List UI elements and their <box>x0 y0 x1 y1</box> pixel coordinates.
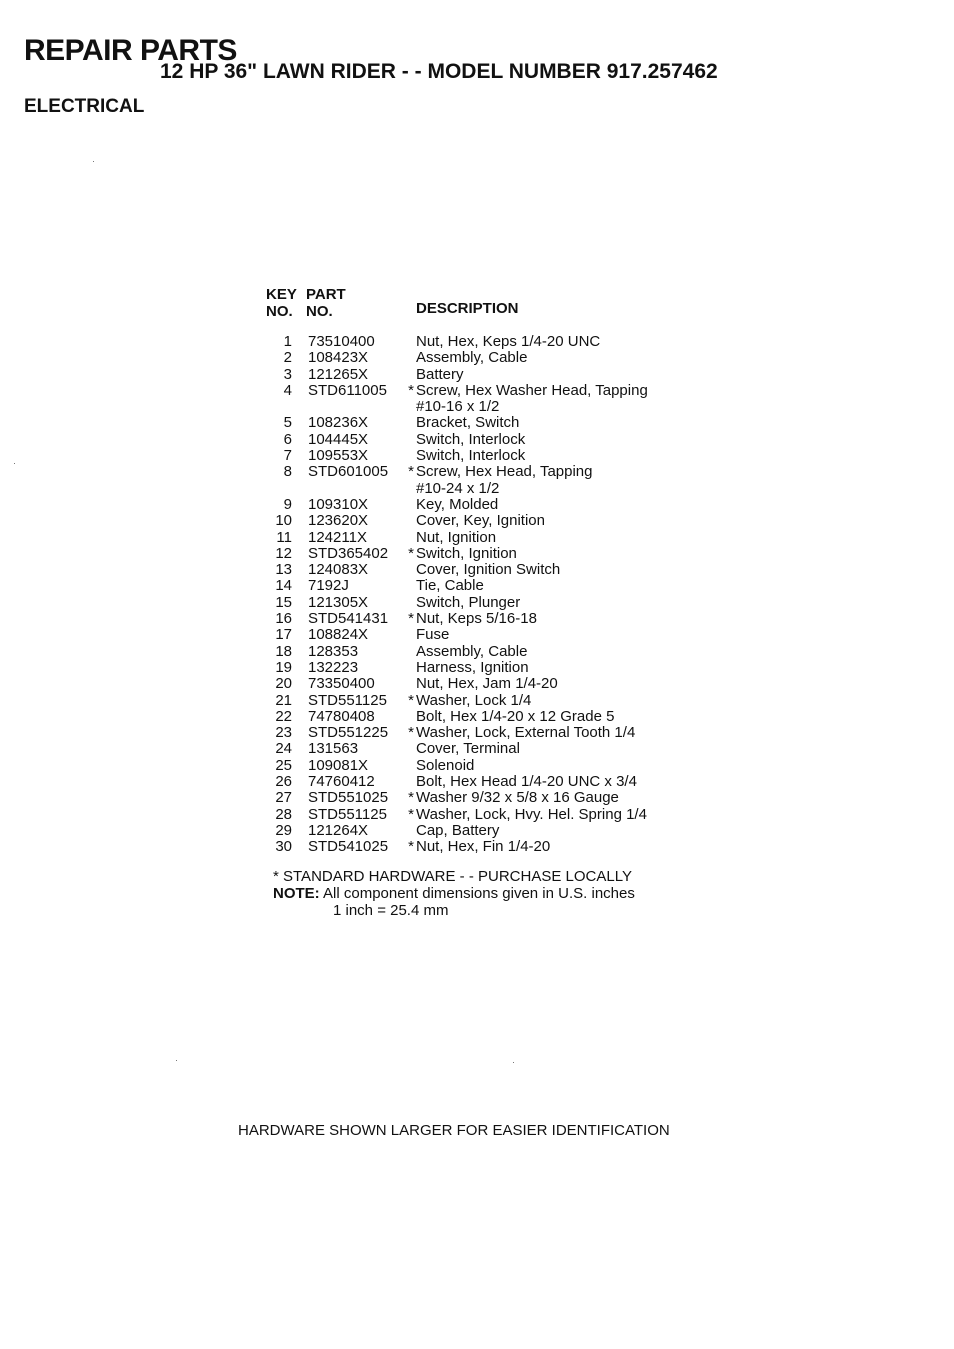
part-number: STD551125 <box>308 805 387 823</box>
part-number: 124211X <box>308 528 367 546</box>
part-description: Washer 9/32 x 5/8 x 16 Gauge <box>416 789 619 807</box>
part-key-number: 3 <box>283 365 292 383</box>
scan-speck <box>93 161 94 162</box>
part-description: Bolt, Hex Head 1/4-20 UNC x 3/4 <box>416 773 637 791</box>
part-number: 123620X <box>308 512 369 530</box>
part-key-number: 26 <box>275 773 292 791</box>
standard-hardware-marker <box>402 350 416 366</box>
scan-speck <box>176 1060 177 1061</box>
part-description-continued: #10-24 x 1/2 <box>416 479 500 497</box>
part-description: Screw, Hex Head, Tapping <box>416 463 593 481</box>
table-row <box>266 562 696 578</box>
part-description: Switch, Plunger <box>416 593 521 611</box>
header-part-no-line2: NO. <box>306 303 333 320</box>
table-row <box>266 464 696 480</box>
table-row <box>266 790 696 806</box>
standard-hardware-marker <box>402 660 416 676</box>
standard-hardware-marker <box>402 415 416 431</box>
table-row <box>266 513 696 529</box>
table-row <box>266 693 696 709</box>
part-description: Switch, Interlock <box>416 430 526 448</box>
footer-caption: HARDWARE SHOWN LARGER FOR EASIER IDENTIFICATION <box>238 1122 670 1139</box>
part-description: Key, Molded <box>416 495 499 513</box>
part-key-number: 8 <box>283 463 292 481</box>
header-key-no-line1: KEY <box>266 286 297 303</box>
dimensions-note <box>273 885 635 902</box>
standard-hardware-marker <box>402 676 416 692</box>
standard-hardware-marker: * <box>408 381 414 399</box>
part-number: 108236X <box>308 414 369 432</box>
part-number: 73350400 <box>308 675 375 693</box>
part-number: 108824X <box>308 626 369 644</box>
page-title: REPAIR PARTS <box>24 34 237 67</box>
header-part-no-line1: PART <box>306 286 346 303</box>
part-number: STD601005 <box>308 463 389 481</box>
standard-hardware-marker <box>402 334 416 350</box>
table-row <box>266 774 696 790</box>
part-number: STD551125 <box>308 691 387 709</box>
part-description: Fuse <box>416 626 450 644</box>
standard-hardware-marker <box>402 578 416 594</box>
table-row <box>266 627 696 643</box>
part-description: Nut, Hex, Keps 1/4-20 UNC <box>416 333 601 350</box>
part-number: 73510400 <box>308 333 375 350</box>
part-number: 108423X <box>308 349 369 367</box>
header-key-no-line2: NO. <box>266 303 293 320</box>
standard-hardware-marker <box>402 448 416 464</box>
part-key-number: 25 <box>275 756 292 774</box>
parts-list-header <box>266 286 696 322</box>
part-number: 74760412 <box>308 773 375 791</box>
table-row <box>266 350 696 366</box>
part-key-number: 28 <box>275 805 292 823</box>
part-number: 109081X <box>308 756 369 774</box>
part-key-number: 16 <box>275 610 292 628</box>
table-row <box>266 676 696 692</box>
part-description: Washer, Lock, External Tooth 1/4 <box>416 724 636 742</box>
part-number: STD551025 <box>308 789 389 807</box>
table-row <box>266 383 696 399</box>
standard-hardware-marker <box>402 513 416 529</box>
part-description: Screw, Hex Washer Head, Tapping <box>416 381 648 399</box>
part-key-number: 18 <box>275 642 292 660</box>
standard-hardware-marker: * <box>408 838 414 856</box>
part-description: Cover, Terminal <box>416 740 520 758</box>
part-number: STD541025 <box>308 838 389 856</box>
part-key-number: 10 <box>275 512 292 530</box>
table-row <box>266 644 696 660</box>
table-row <box>266 758 696 774</box>
part-number: 109310X <box>308 495 369 513</box>
part-description: Solenoid <box>416 756 475 774</box>
table-row <box>266 741 696 757</box>
standard-hardware-marker <box>402 432 416 448</box>
part-description: Switch, Interlock <box>416 447 526 465</box>
table-row-continuation <box>266 481 696 497</box>
part-number: STD365402 <box>308 544 389 562</box>
standard-hardware-marker <box>402 627 416 643</box>
part-key-number: 4 <box>283 381 292 399</box>
notes-block <box>273 868 635 919</box>
part-key-number: 14 <box>275 577 292 595</box>
part-number: 124083X <box>308 561 369 579</box>
table-row <box>266 611 696 627</box>
scan-speck <box>14 463 15 464</box>
part-description: Washer, Lock 1/4 <box>416 691 532 709</box>
standard-hardware-note: * STANDARD HARDWARE - - PURCHASE LOCALLY <box>273 868 632 885</box>
part-description: Switch, Ignition <box>416 544 517 562</box>
table-row <box>266 660 696 676</box>
parts-list <box>266 286 696 856</box>
part-number: 74780408 <box>308 707 375 725</box>
standard-hardware-marker <box>402 530 416 546</box>
part-number: 121264X <box>308 821 369 839</box>
table-row <box>266 546 696 562</box>
standard-hardware-marker <box>402 367 416 383</box>
table-row <box>266 807 696 823</box>
part-number: 121305X <box>308 593 369 611</box>
part-description: Nut, Hex, Fin 1/4-20 <box>416 838 551 856</box>
scan-speck <box>513 1062 514 1063</box>
standard-hardware-marker <box>402 774 416 790</box>
part-number: 121265X <box>308 365 369 383</box>
standard-hardware-marker: * <box>408 789 414 807</box>
part-key-number: 15 <box>275 593 292 611</box>
part-description: Cover, Ignition Switch <box>416 561 561 579</box>
part-key-number: 20 <box>275 675 292 693</box>
standard-hardware-marker: * <box>408 610 414 628</box>
part-key-number: 17 <box>275 626 292 644</box>
part-description: Harness, Ignition <box>416 658 529 676</box>
part-key-number: 23 <box>275 724 292 742</box>
standard-hardware-marker <box>402 823 416 839</box>
parts-list-rows <box>266 334 696 856</box>
conversion-note: 1 inch = 25.4 mm <box>333 902 449 919</box>
part-key-number: 27 <box>275 789 292 807</box>
standard-hardware-marker <box>402 562 416 578</box>
part-key-number: 1 <box>283 333 292 350</box>
part-description: Assembly, Cable <box>416 642 528 660</box>
page-subtitle: 12 HP 36" LAWN RIDER - - MODEL NUMBER 917.257462 <box>160 60 718 83</box>
part-key-number: 5 <box>283 414 292 432</box>
table-row-continuation <box>266 399 696 415</box>
part-key-number: 29 <box>275 821 292 839</box>
part-number: 131563 <box>308 740 359 758</box>
part-key-number: 19 <box>275 658 292 676</box>
part-number: 128353 <box>308 642 359 660</box>
standard-hardware-marker: * <box>408 463 414 481</box>
standard-hardware-marker <box>402 644 416 660</box>
part-description: Cover, Key, Ignition <box>416 512 545 530</box>
part-key-number: 6 <box>283 430 292 448</box>
note-label: NOTE: <box>273 885 320 902</box>
table-row <box>266 448 696 464</box>
part-description: Assembly, Cable <box>416 349 528 367</box>
part-key-number: 13 <box>275 561 292 579</box>
table-row <box>266 334 696 350</box>
part-number: STD551225 <box>308 724 389 742</box>
table-row <box>266 497 696 513</box>
part-description: Bracket, Switch <box>416 414 520 432</box>
standard-hardware-marker <box>402 741 416 757</box>
part-description: Cap, Battery <box>416 821 500 839</box>
part-number: 104445X <box>308 430 369 448</box>
part-description: Tie, Cable <box>416 577 484 595</box>
standard-hardware-marker: * <box>408 544 414 562</box>
note-text: All component dimensions given in U.S. inches <box>323 885 635 902</box>
table-row <box>266 432 696 448</box>
table-row <box>266 725 696 741</box>
part-number: STD541431 <box>308 610 389 628</box>
part-key-number: 11 <box>276 528 292 546</box>
part-number: 109553X <box>308 447 369 465</box>
part-key-number: 21 <box>275 691 292 709</box>
table-row <box>266 839 696 855</box>
part-description: Nut, Ignition <box>416 528 497 546</box>
part-key-number: 24 <box>275 740 292 758</box>
part-description: Nut, Hex, Jam 1/4-20 <box>416 675 558 693</box>
table-row <box>266 578 696 594</box>
standard-hardware-marker <box>402 758 416 774</box>
part-description: Nut, Keps 5/16-18 <box>416 610 537 628</box>
standard-hardware-marker <box>402 709 416 725</box>
table-row <box>266 530 696 546</box>
part-description-continued: #10-16 x 1/2 <box>416 398 500 416</box>
part-number: 132223 <box>308 658 359 676</box>
part-key-number: 9 <box>283 495 292 513</box>
part-key-number: 2 <box>283 349 292 367</box>
table-row <box>266 823 696 839</box>
standard-hardware-marker: * <box>408 691 414 709</box>
part-key-number: 7 <box>283 447 292 465</box>
part-description: Bolt, Hex 1/4-20 x 12 Grade 5 <box>416 707 615 725</box>
section-heading: ELECTRICAL <box>24 96 145 117</box>
part-number: STD611005 <box>308 381 387 399</box>
part-key-number: 30 <box>275 838 292 856</box>
standard-hardware-marker: * <box>408 805 414 823</box>
part-description: Battery <box>416 365 464 383</box>
table-row <box>266 595 696 611</box>
table-row <box>266 709 696 725</box>
table-row <box>266 367 696 383</box>
part-number: 7192J <box>308 577 349 595</box>
part-key-number: 12 <box>275 544 292 562</box>
table-row <box>266 415 696 431</box>
standard-hardware-marker: * <box>408 724 414 742</box>
standard-hardware-marker <box>402 595 416 611</box>
part-key-number: 22 <box>275 707 292 725</box>
header-description: DESCRIPTION <box>416 300 519 317</box>
part-description: Washer, Lock, Hvy. Hel. Spring 1/4 <box>416 805 647 823</box>
standard-hardware-marker <box>402 497 416 513</box>
